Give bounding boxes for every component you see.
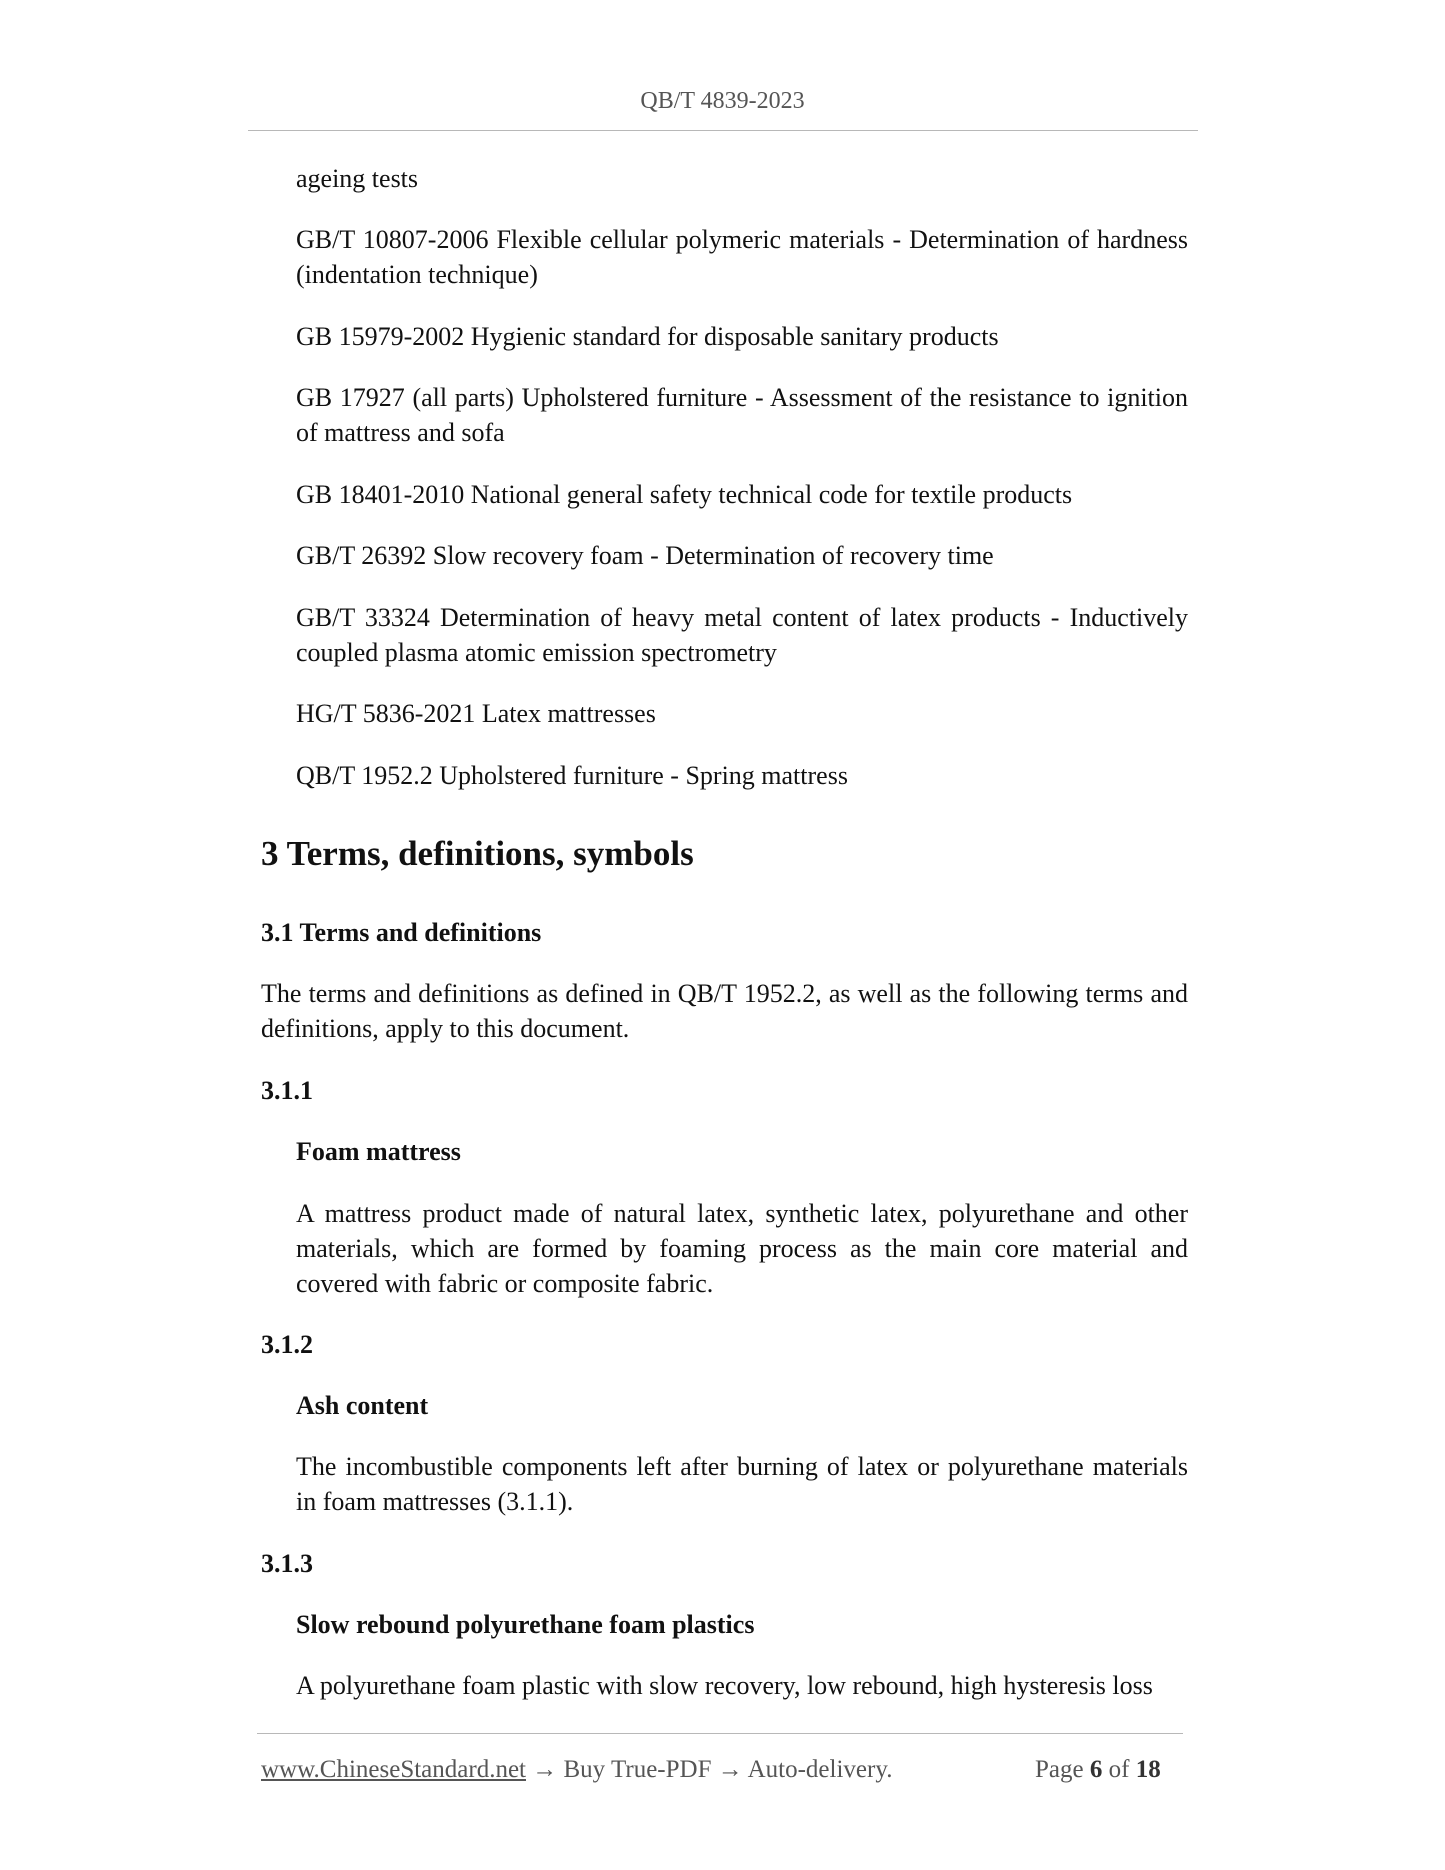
footer-links [261, 1753, 892, 1787]
website-link[interactable]: www.ChineseStandard.net [261, 1756, 526, 1783]
term-definition: A mattress product made of natural latex, synthetic latex, polyurethane and other materials, which are formed by foaming process as the main core material and covered with fabric or composite fabric. [296, 1199, 1188, 1298]
footer-divider [257, 1733, 1183, 1734]
reference-item: GB/T 33324 Determination of heavy metal content of latex products - Inductively coupled plasma atomic emission spectrometry [296, 603, 1188, 667]
page-current: 6 [1089, 1756, 1103, 1783]
arrow-icon: → [532, 1756, 558, 1783]
page-label: Page [1035, 1756, 1084, 1783]
reference-item: GB 18401-2010 National general safety technical code for textile products [296, 480, 1073, 509]
reference-item: QB/T 1952.2 Upholstered furniture - Spring mattress [296, 761, 848, 790]
reference-item: GB 15979-2002 Hygienic standard for disposable sanitary products [296, 322, 999, 351]
reference-continuation: ageing tests [296, 164, 419, 193]
term-number: 3.1.1 [261, 1076, 313, 1105]
arrow-icon: → [717, 1756, 743, 1783]
term-title: Ash content [296, 1391, 429, 1420]
header-divider [248, 130, 1198, 131]
term-title: Slow rebound polyurethane foam plastics [296, 1610, 755, 1639]
term-definition: The incombustible components left after burning of latex or polyurethane materials in foam mattresses (3.1.1). [296, 1452, 1188, 1516]
auto-delivery-text: Auto-delivery. [747, 1756, 893, 1783]
subsection-heading: 3.1 Terms and definitions [261, 918, 542, 947]
term-number: 3.1.2 [261, 1330, 313, 1359]
page-number [1035, 1753, 1161, 1787]
reference-item: GB/T 26392 Slow recovery foam - Determination of recovery time [296, 541, 994, 570]
intro-paragraph: The terms and definitions as defined in QB/T 1952.2, as well as the following terms and definitions, apply to this document. [261, 979, 1188, 1043]
buy-pdf-text: Buy True-PDF [563, 1756, 712, 1783]
page-of-label: of [1108, 1756, 1130, 1783]
section-heading: 3 Terms, definitions, symbols [261, 834, 694, 873]
reference-item: HG/T 5836-2021 Latex mattresses [296, 699, 656, 728]
reference-item: GB 17927 (all parts) Upholstered furniture - Assessment of the resistance to ignition of mattress and sofa [296, 383, 1188, 447]
term-title: Foam mattress [296, 1137, 461, 1166]
reference-item: GB/T 10807-2006 Flexible cellular polymeric materials - Determination of hardness (indentation technique) [296, 225, 1188, 289]
term-definition: A polyurethane foam plastic with slow recovery, low rebound, high hysteresis loss [296, 1671, 1153, 1700]
running-header: QB/T 4839-2023 [640, 88, 805, 114]
term-number: 3.1.3 [261, 1549, 313, 1578]
page-total: 18 [1135, 1756, 1161, 1783]
